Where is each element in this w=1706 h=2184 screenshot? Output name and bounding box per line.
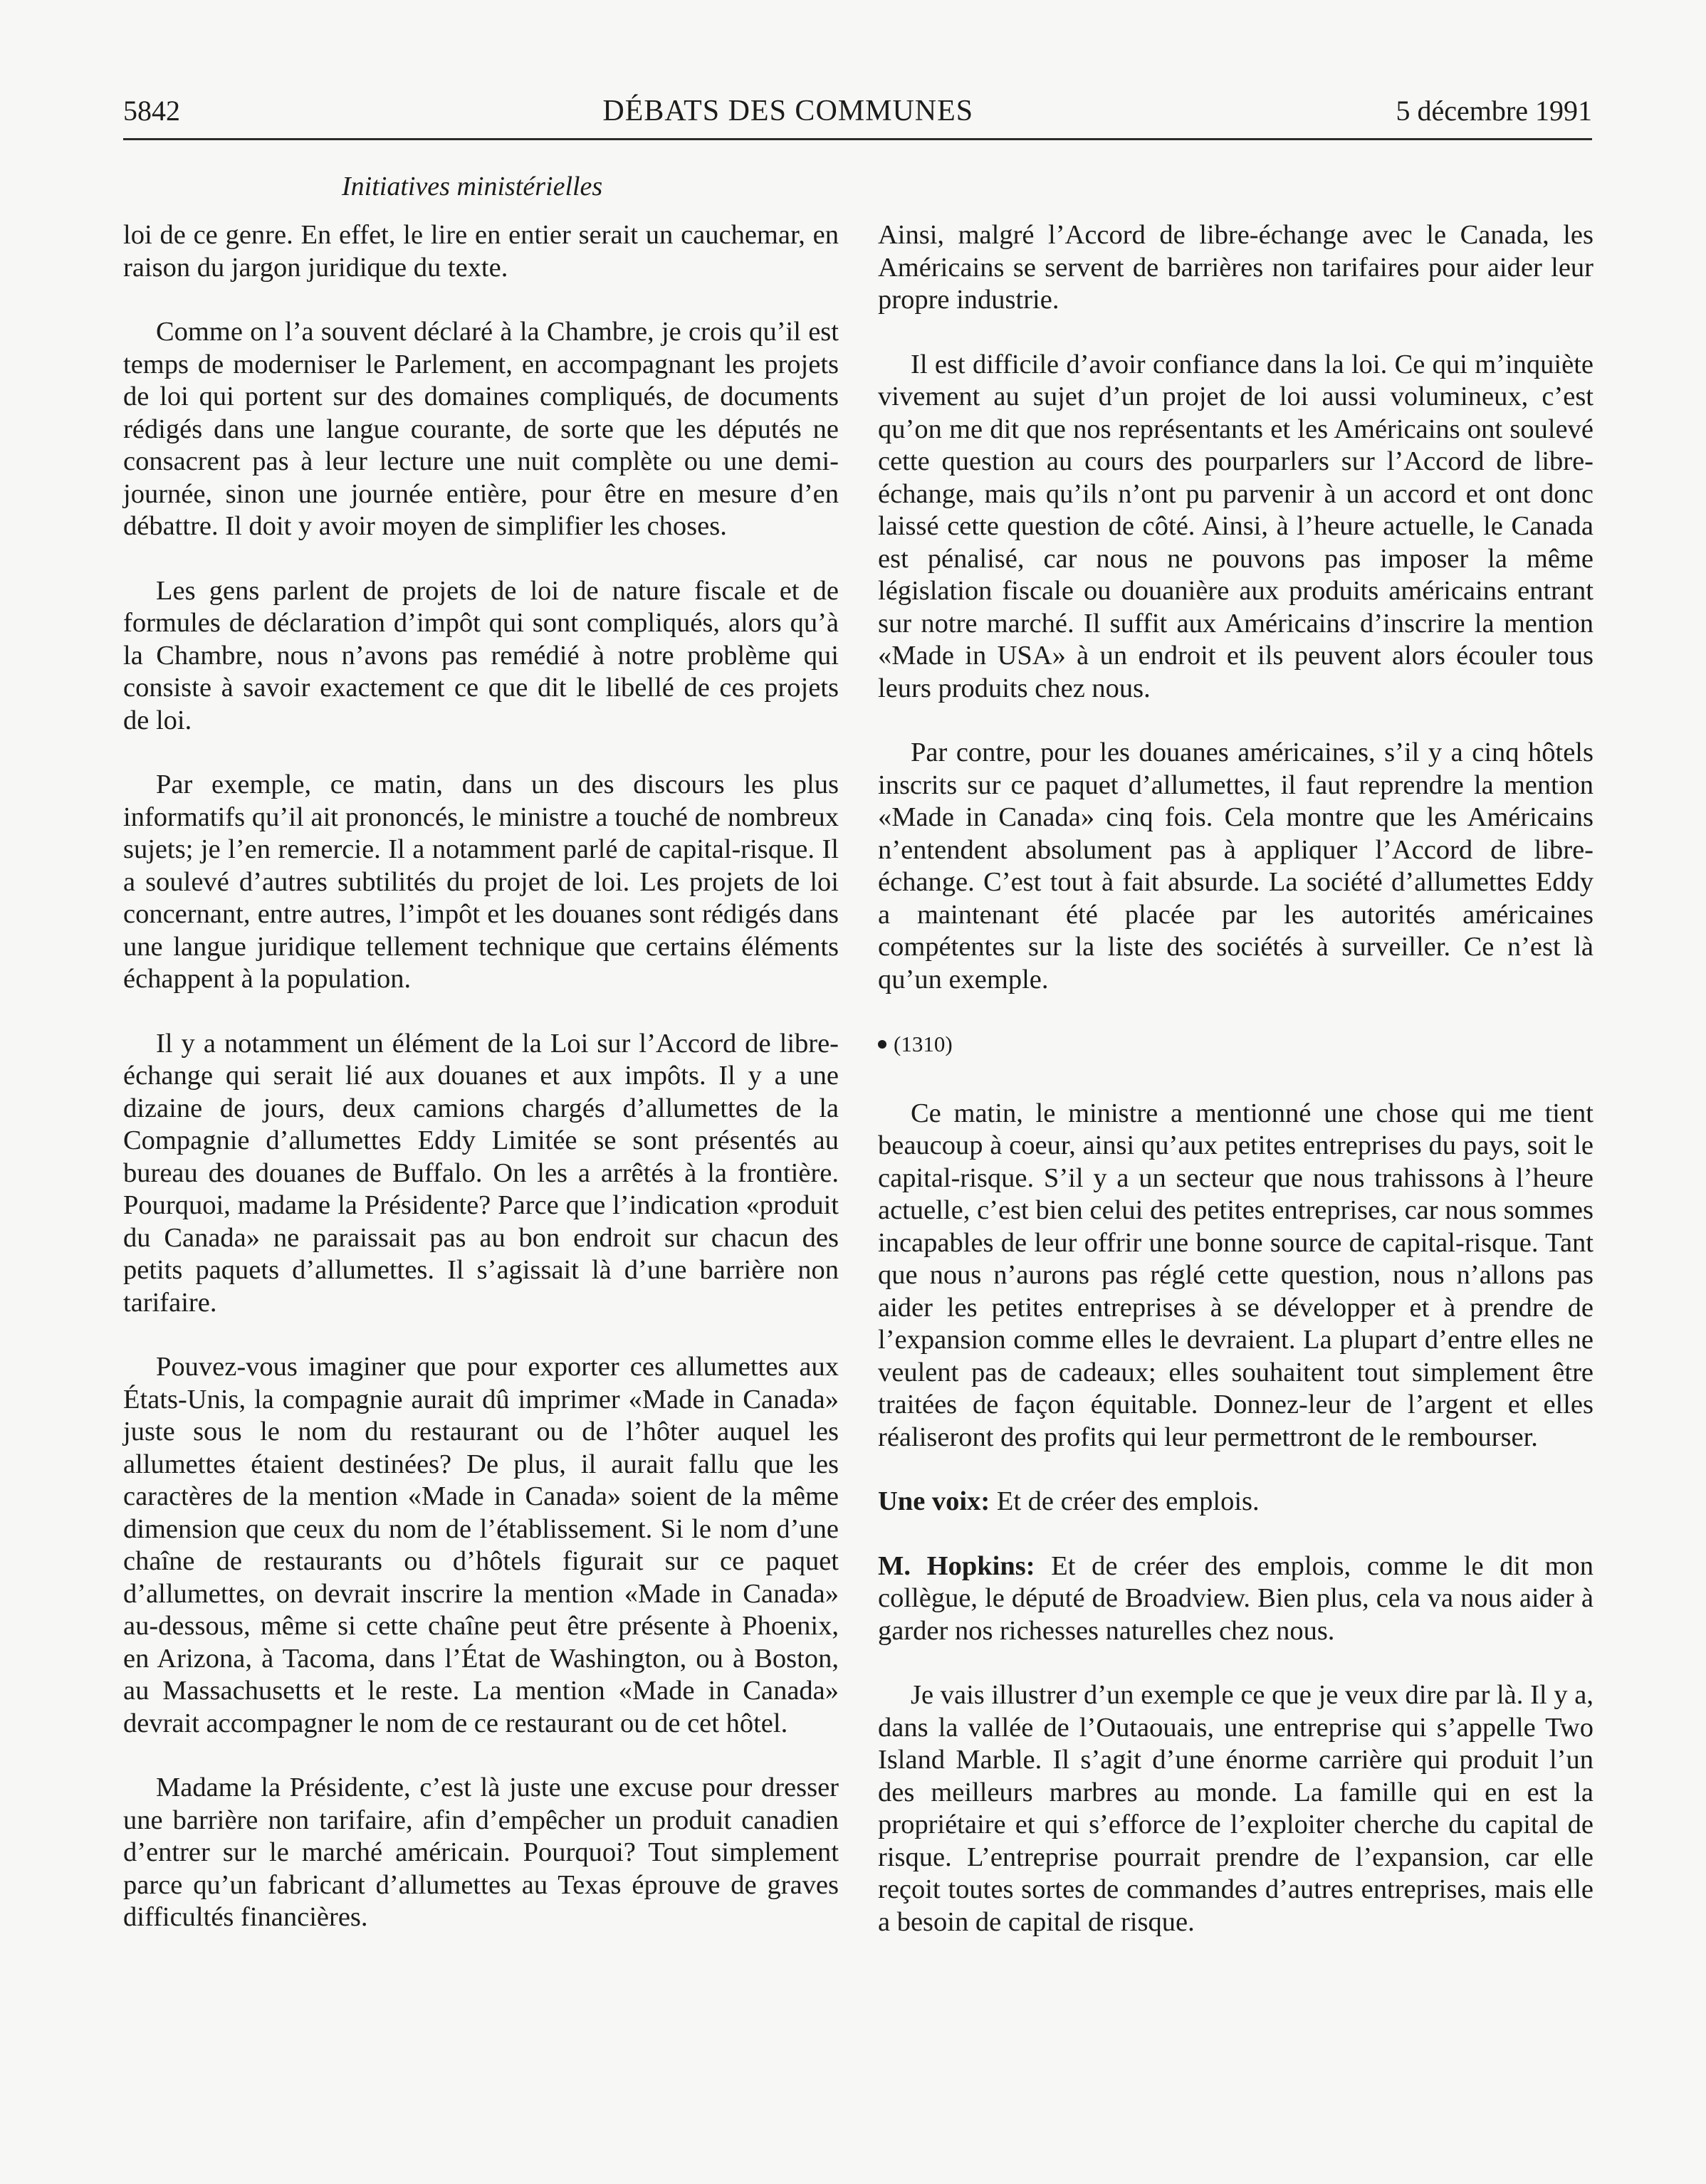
paragraph: Par exemple, ce matin, dans un des discours les plus informatifs qu’il ait prononcés, le ministre a touché de nombreux sujets; je l’en remercie. Il a notamment parlé de capital-risque. Il a soulevé d’autres subtilités du projet de loi. Les projets de loi concernant, entre autres, l’impôt et les douanes sont rédigés dans une langue juridique tellement technique que certains éléments échappent à la population. <box>123 770 839 994</box>
left-column <box>123 219 839 1966</box>
paragraph: Il y a notamment un élément de la Loi sur l’Accord de libre-échange qui serait lié aux douanes et aux impôts. Il y a une dizaine de jours, deux camions chargés d’allumettes de la Compagnie d’allumettes Eddy Limitée se sont présentés au bureau des douanes de Buffalo. On les a arrêtés à la frontière. Pourquoi, madame la Présidente? Parce que l’indication «produit du Canada» ne paraissait pas au bon endroit sur chacun des petits paquets d’allumettes. Il s’agissait là d’une barrière non tarifaire. <box>123 1028 839 1318</box>
paragraph: Comme on l’a souvent déclaré à la Chambre, je crois qu’il est temps de moderniser le Parlement, en accompagnant les projets de loi qui portent sur des domaines compliqués, de documents rédigés dans une langue courante, de sorte que les députés ne consacrent pas à leur lecture une nuit complète ou une demi-journée, sinon une journée entière, pour être en mesure d’en débattre. Il doit y avoir moyen de simplifier les choses. <box>123 317 839 541</box>
paragraph: Madame la Présidente, c’est là juste une excuse pour dresser une barrière non tarifaire, afin d’empêcher un produit canadien d’entrer sur le marché américain. Pourquoi? Tout simplement parce qu’un fabricant d’allumettes au Texas éprouve de graves difficultés financières. <box>123 1773 839 1932</box>
speech-text: Et de créer des emplois. <box>990 1486 1260 1516</box>
time-marker-text: (1310) <box>894 1031 953 1056</box>
section-title: Initiatives ministérielles <box>342 172 603 201</box>
bullet-icon <box>878 1040 886 1049</box>
paragraph: Je vais illustrer d’un exemple ce que je veux dire par là. Il y a, dans la vallée de l’Outaouais, une entreprise qui s’appelle Two Island Marble. Il s’agit d’une énorme carrière qui produit l’un des meilleurs marbres au monde. La famille qui en est la propriétaire et qui s’efforce de l’exploiter cherche du capital de risque. L’entreprise pourrait prendre de l’expansion, car elle reçoit toutes sortes de commandes d’autres entreprises, mais elle a besoin de capital de risque. <box>878 1680 1594 1937</box>
paragraph: Ainsi, malgré l’Accord de libre-échange avec le Canada, les Américains se servent de barrières non tarifaires pour aider leur propre industrie. <box>878 220 1594 315</box>
speaker-name: M. Hopkins: <box>878 1550 1035 1581</box>
page-number: 5842 <box>123 95 180 127</box>
speaker-name: Une voix: <box>878 1486 990 1516</box>
paragraph: Par contre, pour les douanes américaines, s’il y a cinq hôtels inscrits sur ce paquet d’allumettes, il faut reprendre la mention «Made in Canada» cinq fois. Cela montre que les Américains n’entendent absolument pas à appliquer l’Accord de libre-échange. C’est tout à fait absurde. La société d’allumettes Eddy a maintenant été placée par les autorités américaines compétentes sur la liste des sociétés à surveiller. Ce n’est là qu’un exemple. <box>878 737 1594 994</box>
speaker-paragraph <box>878 1550 1594 1648</box>
journal-title: DÉBATS DES COMMUNES <box>602 95 974 127</box>
paragraph: Ce matin, le ministre a mentionné une chose qui me tient beaucoup à coeur, ainsi qu’aux petites entreprises du pays, soit le capital-risque. S’il y a un secteur que nous trahissons à l’heure actuelle, c’est bien celui des petites entreprises, car nous sommes incapables de leur offrir une bonne source de capital-risque. Tant que nous n’aurons pas réglé cette question, nous n’allons pas aider les petites entreprises à se développer et à prendre de l’expansion comme elles le devraient. La plupart d’entre elles ne veulent pas de cadeaux; elles souhaitent tout simplement être traitées de façon équitable. Donnez-leur de l’argent et elles réaliseront des profits qui leur permettront de le rembourser. <box>878 1098 1594 1452</box>
paragraph: Pouvez-vous imaginer que pour exporter ces allumettes aux États-Unis, la compagnie aurait dû imprimer «Made in Canada» juste sous le nom du restaurant ou de l’hôter auquel les allumettes étaient destinées? De plus, il aurait fallu que les caractères de la mention «Made in Canada» soient de la même dimension que ceux du nom de l’établissement. Si le nom d’une chaîne de restaurants ou d’hôtels figurait sur ce paquet d’allumettes, on devrait inscrire la mention «Made in Canada» au-dessous, même si cette chaîne peut être présente à Phoenix, en Arizona, à Tacoma, dans l’État de Washington, ou à Boston, au Massachusetts et le reste. La mention «Made in Canada» devrait accompagner le nom de ce restaurant ou de cet hôtel. <box>123 1352 839 1738</box>
paragraph: Les gens parlent de projets de loi de nature fiscale et de formules de déclaration d’impôt qui sont compliqués, alors qu’à la Chambre, nous n’avons pas remédié à notre problème qui consiste à savoir exactement ce que dit le libellé de ces projets de loi. <box>123 575 839 735</box>
page-date: 5 décembre 1991 <box>1396 95 1592 127</box>
page-header <box>123 94 1592 140</box>
paragraph: loi de ce genre. En effet, le lire en entier serait un cauchemar, en raison du jargon juridique du texte. <box>123 220 839 283</box>
speech-text: Et de créer des emplois, comme le dit mon collègue, le député de Broadview. Bien plus, cela va nous aider à garder nos richesses naturelles chez nous. <box>878 1550 1594 1646</box>
speaker-paragraph <box>878 1486 1594 1518</box>
paragraph: Il est difficile d’avoir confiance dans la loi. Ce qui m’inquiète vivement au sujet d’un projet de loi aussi volumineux, c’est qu’on me dit que nos représentants et les Américains ont soulevé cette question au cours des pourparlers sur l’Accord de libre-échange, mais qu’ils n’ont pu parvenir à un accord et ont donc laissé cette question de côté. Ainsi, à l’heure actuelle, le Canada est pénalisé, car nous ne pouvons pas imposer la même législation fiscale ou douanière aux produits américains entrant sur notre marché. Il suffit aux Américains d’inscrire la mention «Made in USA» à un endroit et ils peuvent alors écouler tous leurs produits chez nous. <box>878 349 1594 703</box>
time-marker <box>878 1028 1594 1061</box>
right-column <box>878 219 1594 1970</box>
